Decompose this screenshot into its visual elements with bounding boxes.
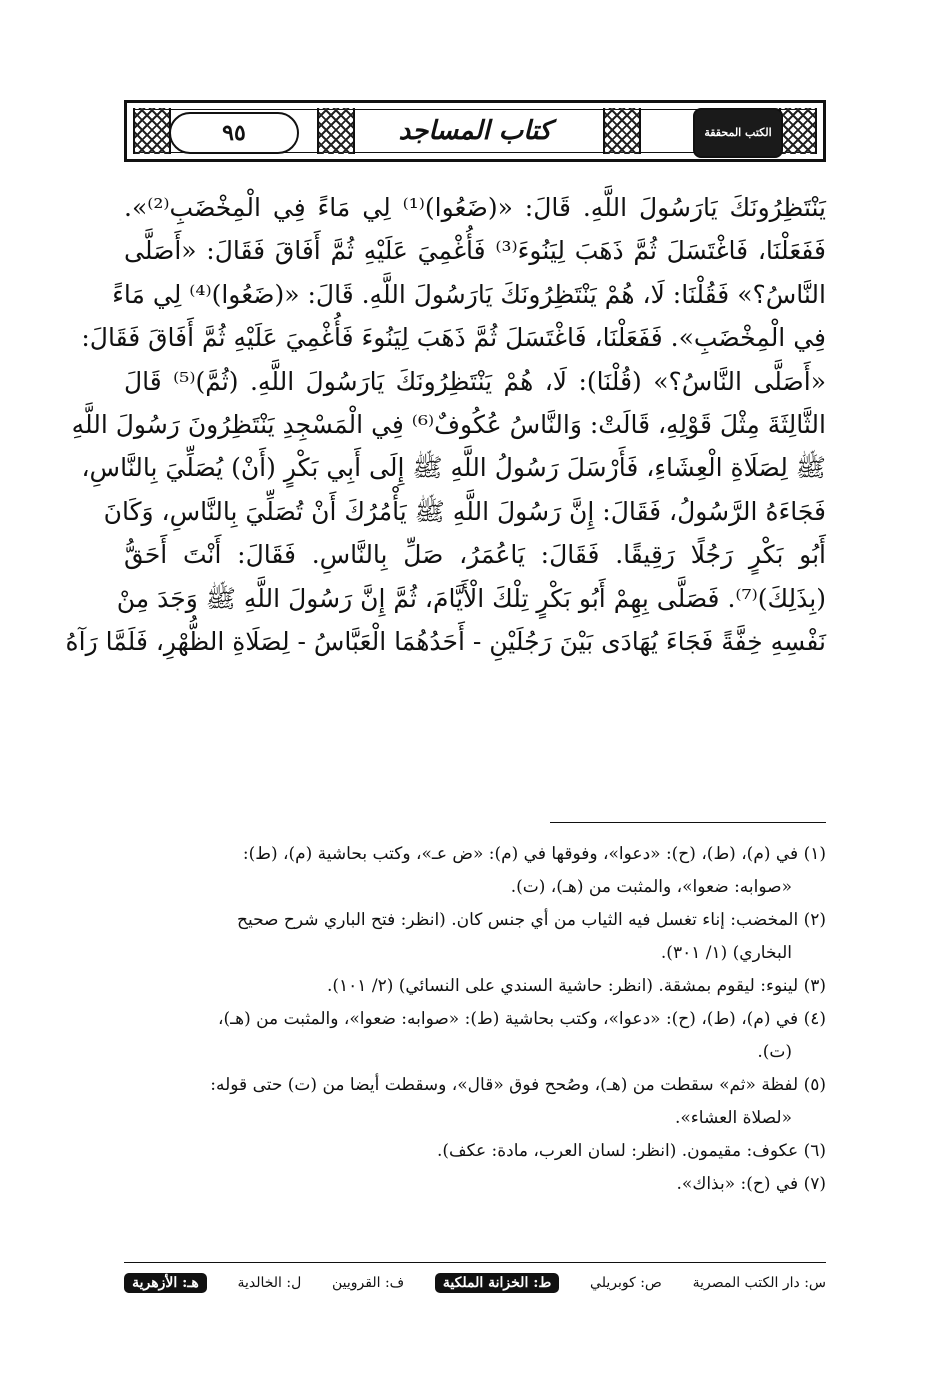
text-line: الثَّالِثَةَ مِثْلَ قَوْلِهِ، قَالَتْ: وَالنَّاسُ عُكُوفٌ⁽⁶⁾ فِي الْمَسْجِدِ يَنْتَظِرُونَ رَسُولَ اللَّهِ	[71, 409, 826, 439]
text-line: فَفَعَلْنَا، فَاغْتَسَلَ ثُمَّ ذَهَبَ لِيَنُوءَ⁽³⁾ فَأُغْمِيَ عَلَيْهِ ثُمَّ أَفَاقَ فَقَالَ: «أَصَلَّى	[124, 236, 826, 266]
ornament-right	[779, 108, 817, 154]
page-header	[124, 100, 826, 162]
text-line: فِي الْمِخْضَبِ». فَفَعَلْنَا، فَاغْتَسَلَ ثُمَّ ذَهَبَ لِيَنُوءَ فَأُغْمِيَ عَلَيْهِ ثُمَّ أَفَاقَ فَقَالَ:	[81, 323, 826, 353]
ornament-left	[133, 108, 171, 154]
footnote-text: (٧) في (ح): «بذاك».	[676, 1174, 826, 1194]
footnote-6	[124, 1135, 826, 1168]
legend-item-highlight: هـ: الأزهرية	[124, 1273, 207, 1293]
footnote-text: (٢) المخضب: إناء تغسل فيه الثياب من أي جنس كان. (انظر: فتح الباري شرح صحيح	[236, 910, 826, 930]
footnote-text: (٤) في (م)، (ط)، (ح): «دعوا»، وكتب بحاشية (ط): «صوابه: ضعوا»، والمثبت من (هـ)،	[218, 1009, 826, 1029]
footnote-2	[124, 904, 826, 970]
footnote-continuation: «لصلاة العشاء».	[674, 1108, 792, 1128]
legend-item: ف: القرويين	[332, 1275, 405, 1291]
footnotes	[124, 838, 826, 1201]
legend-item: س: دار الكتب المصرية	[692, 1275, 826, 1291]
footnote-continuation: البخاري) (١/ ٣٠١).	[660, 943, 792, 963]
footer-divider	[124, 1262, 826, 1263]
footnote-divider	[550, 822, 826, 823]
footnote-continuation: «صوابه: ضعوا»، والمثبت من (هـ)، (ت).	[510, 877, 792, 897]
footnote-text: (٥) لفظة «ثم» سقطت من (هـ)، وصُحح فوق «قال»، وسقطت أيضا من (ت) حتى قوله:	[210, 1075, 826, 1095]
ornament-mid-right	[603, 108, 641, 154]
manuscript-legend	[124, 1268, 826, 1298]
text-line: أَبُو بَكْرٍ رَجُلًا رَقِيقًا. فَقَالَ: يَاعُمَرُ، صَلِّ بِالنَّاسِ. فَقَالَ: أَنْتَ أَحَقُّ	[124, 540, 826, 570]
footnote-1	[124, 838, 826, 904]
text-line: فَجَاءَهُ الرَّسُولُ، فَقَالَ: إِنَّ رَسُولَ اللَّهِ ﷺ يَأْمُرُكَ أَنْ تُصَلِّيَ بِالنَّاسِ، وَكَانَ	[103, 496, 826, 526]
text-line: (بِذَلِكَ)⁽⁷⁾. فَصَلَّى بِهِمْ أَبُو بَكْرٍ تِلْكَ الْأَيَّامَ، ثُمَّ إِنَّ رَسُولَ اللَّهِ ﷺ وَجَدَ مِنْ	[116, 583, 826, 613]
ornament-mid-left	[317, 108, 355, 154]
footnote-text: (١) في (م)، (ط)، (ح): «دعوا»، وفوقها في (م): «ض عـ»، وكتب بحاشية (م)، (ط):	[242, 844, 826, 864]
footnote-5	[124, 1069, 826, 1135]
footnote-7	[124, 1168, 826, 1201]
text-line: نَفْسِهِ خِفَّةً فَجَاءَ يُهَادَى بَيْنَ رَجُلَيْنِ - أَحَدُهُمَا الْعَبَّاسُ - لِصَلَاةِ الظُّهْرِ، فَلَمَّا رَآهُ	[65, 626, 826, 656]
text-line: «أَصَلَّى النَّاسُ؟» (قُلْنَا): لَا، هُمْ يَنْتَظِرُونَكَ يَارَسُولَ اللَّهِ. (ثُمَّ)⁽⁵⁾ قَالَ	[124, 366, 826, 396]
page-number: ٩٥	[169, 112, 299, 154]
text-line: ﷺ لِصَلَاةِ الْعِشَاءِ، فَأَرْسَلَ رَسُولُ اللَّهِ ﷺ إِلَى أَبِي بَكْرٍ (أَنْ) يُصَلِّيَ بِالنَّاسِ،	[81, 453, 826, 483]
publisher-logo: الكتب المحققة	[693, 108, 783, 158]
footnote-4	[124, 1003, 826, 1069]
footnote-continuation: (ت).	[757, 1042, 792, 1062]
footnote-text: (٦) عكوف: مقيمون. (انظر: لسان العرب، مادة: عكف).	[436, 1141, 826, 1161]
footnote-text: (٣) لينوء: ليقوم بمشقة. (انظر: حاشية السندي على النسائي) (٢/ ١٠١).	[326, 976, 826, 996]
text-line: يَنْتَظِرُونَكَ يَارَسُولَ اللَّهِ. قَالَ: «(ضَعُوا)⁽¹⁾ لِي مَاءً فِي الْمِخْضَبِ⁽²⁾».	[124, 193, 826, 222]
legend-item: ص: كوبريلي	[590, 1275, 662, 1291]
legend-item: ل: الخالدية	[237, 1275, 302, 1291]
main-text	[65, 186, 826, 792]
book-title: كتاب المساجد	[398, 116, 552, 146]
footnote-3	[124, 970, 826, 1003]
legend-item-highlight: ط: الخزانة الملكية	[435, 1273, 559, 1293]
text-line: النَّاسُ؟» فَقُلْنَا: لَا، هُمْ يَنْتَظِرُونَكَ يَارَسُولَ اللَّهِ. قَالَ: «(ضَعُوا)⁽⁴⁾ لِي مَاءً	[112, 279, 826, 309]
